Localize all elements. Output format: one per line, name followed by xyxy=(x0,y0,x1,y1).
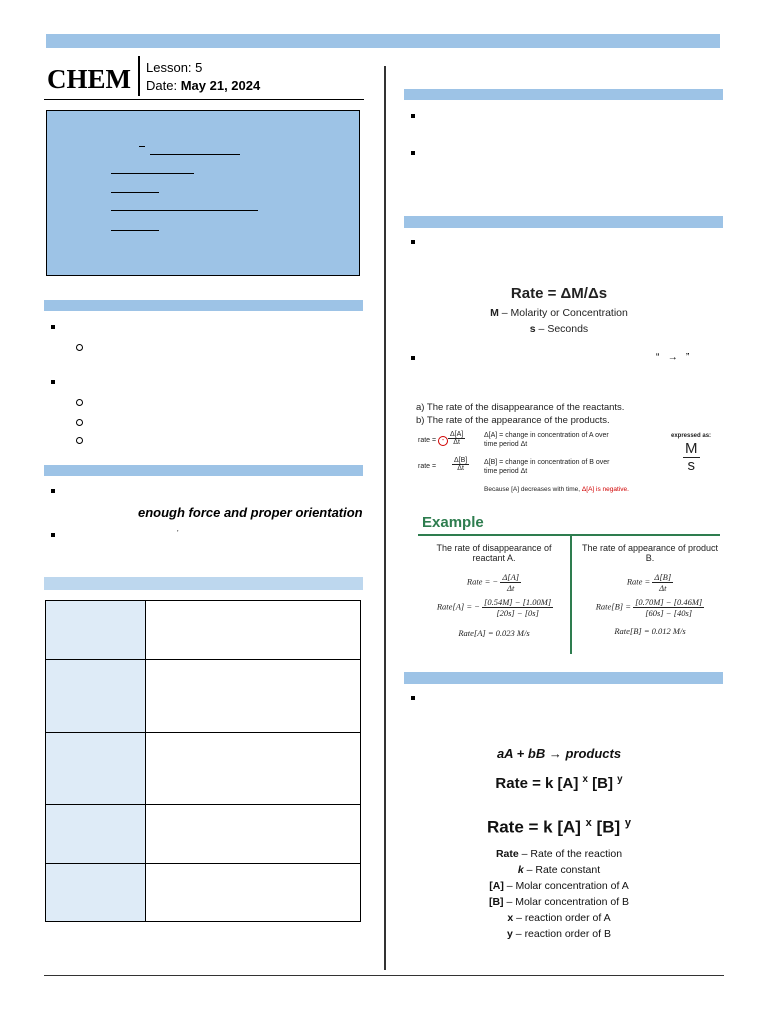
negative-note xyxy=(484,486,629,493)
minus-circle: - xyxy=(438,436,448,446)
figure-line-a: a) The rate of the disappearance of the reactants. xyxy=(416,402,625,413)
right-rate-label: Rate = xyxy=(626,576,651,587)
rate-label-a xyxy=(418,436,448,446)
objectives-box xyxy=(46,110,360,276)
unit-fraction xyxy=(683,441,700,474)
blank-line-5 xyxy=(111,230,159,231)
table-row xyxy=(46,732,360,804)
example-divider xyxy=(570,534,572,654)
rate2-mid: [B] xyxy=(591,817,621,837)
section-header-2 xyxy=(44,465,363,476)
header-divider xyxy=(138,56,140,96)
def-a xyxy=(404,880,714,892)
left-calc-num: [0.54M] − [1.00M] xyxy=(484,597,552,607)
fraction-a xyxy=(448,431,465,446)
left-calc-label: Rate[A] = − xyxy=(436,601,480,612)
right-den: Δt xyxy=(659,583,667,593)
rate1-y: y xyxy=(617,774,623,785)
rate1-mid: [B] xyxy=(587,775,613,792)
rate-law-1 xyxy=(404,774,714,792)
example-right-result: Rate[B] = 0.012 M/s xyxy=(614,626,686,636)
example-left-rate xyxy=(424,572,564,593)
example-rule xyxy=(418,534,720,536)
date-label: Date: xyxy=(146,78,178,93)
section-header-3 xyxy=(44,577,363,590)
dt-denominator: Δt xyxy=(457,465,464,472)
example-left-calc xyxy=(420,597,570,618)
def-b xyxy=(404,896,714,908)
def-k xyxy=(404,864,714,876)
s-text: – Seconds xyxy=(535,323,589,335)
arrow-glyph: → xyxy=(667,352,678,363)
rate2-pre: Rate = k [A] xyxy=(486,817,581,837)
bullet xyxy=(411,696,415,700)
def-term: [A] xyxy=(489,880,504,892)
bullet xyxy=(411,240,415,244)
def-text: – Molar concentration of B xyxy=(503,896,630,908)
def-text: – Rate of the reaction xyxy=(518,848,623,860)
bullet xyxy=(51,380,55,384)
table-row xyxy=(46,601,360,659)
subject-title: CHEM xyxy=(47,64,131,94)
date-value: May 21, 2024 xyxy=(180,78,261,93)
rate-formula: Rate = ΔM/Δs xyxy=(510,285,608,302)
bullet xyxy=(51,533,55,537)
blank-dash xyxy=(139,146,145,147)
left-rate-label: Rate = − xyxy=(466,576,499,587)
molarity-definition xyxy=(404,307,714,319)
def-text: – Molar concentration of A xyxy=(503,880,629,892)
factors-table xyxy=(45,600,361,922)
sub-bullet xyxy=(76,344,83,351)
m-text: – Molarity or Concentration xyxy=(498,307,628,319)
date-line xyxy=(146,78,260,93)
blank-line-4 xyxy=(111,210,258,211)
example-right-heading: The rate of appearance of product B. xyxy=(581,543,719,563)
example-right-calc xyxy=(576,597,724,618)
top-header-band xyxy=(46,34,720,48)
right-calc-label: Rate[B] = xyxy=(595,601,631,612)
general-reaction: aA + bB → products xyxy=(496,746,622,761)
blank-line-1 xyxy=(150,154,240,155)
example-left-heading: The rate of disappearance of reactant A. xyxy=(436,543,552,563)
def-term: k xyxy=(517,864,524,876)
def-x xyxy=(404,912,714,924)
def-y xyxy=(404,928,714,940)
table-cell-label xyxy=(46,601,146,659)
sub-bullet xyxy=(76,399,83,406)
sub-bullet xyxy=(76,419,83,426)
section-header-5 xyxy=(404,216,723,228)
bullet xyxy=(411,114,415,118)
table-row xyxy=(46,659,360,732)
example-title: Example xyxy=(422,514,484,531)
seconds-definition xyxy=(404,323,714,335)
rate2-y: y xyxy=(624,817,632,829)
quote-open: “ xyxy=(656,352,660,363)
desc-a1: Δ[A] = change in concentration of A over xyxy=(484,432,609,439)
def-term: x xyxy=(507,912,514,924)
rate1-pre: Rate = k [A] xyxy=(495,775,579,792)
fraction-b xyxy=(452,457,469,472)
table-cell-label xyxy=(46,733,146,804)
dt-denominator: Δt xyxy=(453,439,460,446)
table-row xyxy=(46,804,360,863)
def-text: – Rate constant xyxy=(523,864,601,876)
s-symbol: s xyxy=(529,323,536,335)
rate2-x: x xyxy=(585,817,592,829)
def-rate xyxy=(404,848,714,860)
lesson-line xyxy=(146,60,202,75)
note-black: Because [A] decreases with time, xyxy=(484,486,581,493)
small-mark: ’ xyxy=(177,530,179,537)
right-num: Δ[B] xyxy=(654,572,672,582)
table-row xyxy=(46,863,360,921)
bullet xyxy=(51,325,55,329)
bullet xyxy=(411,356,415,360)
bullet xyxy=(411,151,415,155)
table-cell-label xyxy=(46,805,146,863)
right-calc-den: [60s] − [40s] xyxy=(645,608,693,618)
section-header-4 xyxy=(404,89,723,100)
table-cell-label xyxy=(46,864,146,921)
note-red: Δ[A] is negative. xyxy=(581,486,629,493)
quote-close: ” xyxy=(686,352,690,363)
section-header-1 xyxy=(44,300,363,311)
section-header-6 xyxy=(404,672,723,684)
example-left-result: Rate[A] = 0.023 M/s xyxy=(458,628,530,638)
dA-numerator: Δ[A] xyxy=(450,431,464,438)
example-right-rate xyxy=(580,572,720,593)
rate1-x: x xyxy=(582,774,588,785)
bullet xyxy=(51,489,55,493)
def-text: – reaction order of B xyxy=(512,928,611,940)
def-term: [B] xyxy=(488,896,504,908)
lesson-label: Lesson: xyxy=(146,60,192,75)
header-underline xyxy=(44,99,364,100)
left-num: Δ[A] xyxy=(502,572,520,582)
unit-numerator: M xyxy=(685,440,698,457)
desc-b1: Δ[B] = change in concentration of B over xyxy=(484,459,610,466)
quote-arrow xyxy=(656,352,689,363)
dB-numerator: Δ[B] xyxy=(454,457,468,464)
expressed-as: expressed as: xyxy=(671,433,712,439)
left-calc-den: [20s] − [0s] xyxy=(496,608,539,618)
desc-a2: time period Δt xyxy=(484,441,528,448)
sub-bullet xyxy=(76,437,83,444)
rate-label-text: rate = xyxy=(418,437,437,444)
unit-denominator: s xyxy=(687,457,695,474)
emphasis-text: enough force and proper orientation xyxy=(138,505,363,520)
figure-line-b: b) The rate of the appearance of the products. xyxy=(416,415,610,426)
blank-line-3 xyxy=(111,192,159,193)
footer-rule xyxy=(44,975,724,976)
blank-line-2 xyxy=(111,173,194,174)
right-calc-num: [0.70M] − [0.46M] xyxy=(635,597,703,607)
desc-b2: time period Δt xyxy=(484,468,528,475)
rate-label-b: rate = xyxy=(418,463,437,470)
column-divider xyxy=(384,66,386,970)
table-cell-label xyxy=(46,660,146,732)
def-text: – reaction order of A xyxy=(513,912,611,924)
rate-law-2 xyxy=(404,817,714,838)
lesson-value: 5 xyxy=(195,60,203,75)
def-term: y xyxy=(507,928,513,940)
left-den: Δt xyxy=(507,583,515,593)
m-symbol: M xyxy=(490,307,499,319)
def-term: Rate xyxy=(495,848,519,860)
